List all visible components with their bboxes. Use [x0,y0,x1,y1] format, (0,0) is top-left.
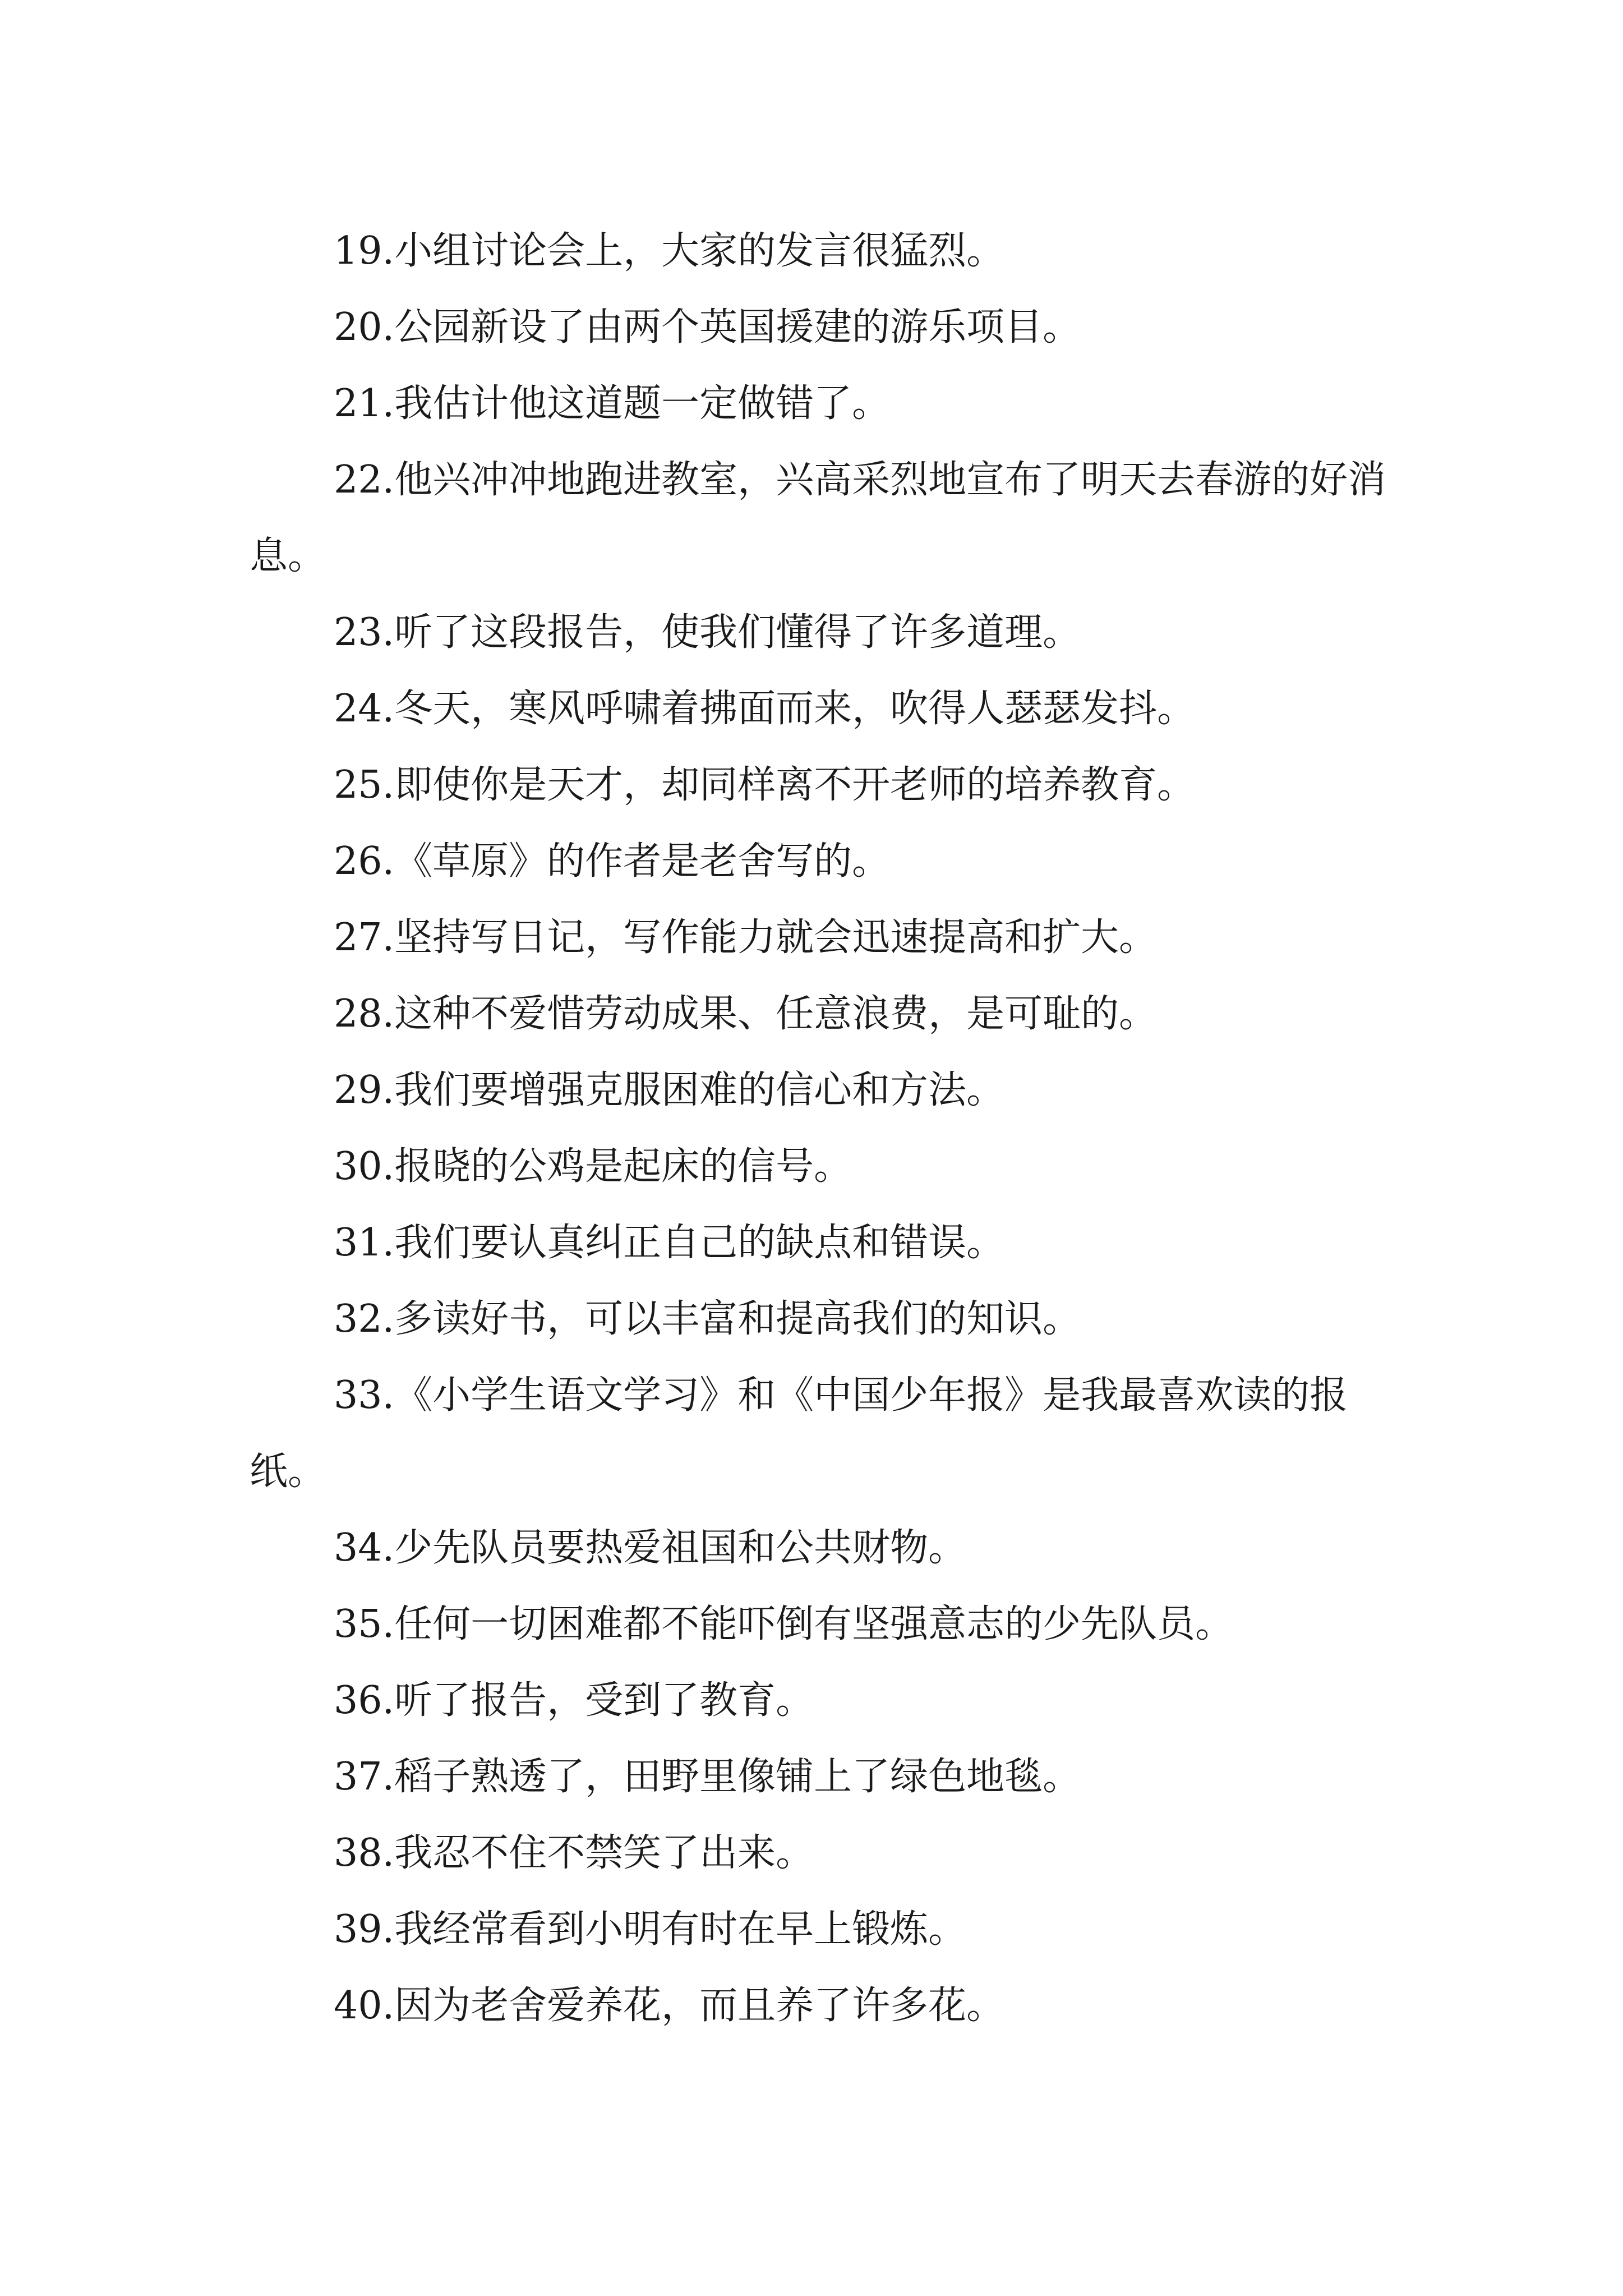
list-item: 36.听了报告，受到了教育。 [334,1678,814,1723]
list-item: 30.报晓的公鸡是起床的信号。 [334,1144,852,1189]
list-item: 19.小组讨论会上，大家的发言很猛烈。 [334,229,1005,273]
list-item: 22.他兴冲冲地跑进教室，兴高采烈地宣布了明天去春游的好消息。 [250,458,1386,578]
list-item: 26.《草原》的作者是老舍写的。 [334,839,891,884]
list-item: 34.少先队员要热爱祖国和公共财物。 [334,1526,967,1570]
list-item: 33.《小学生语文学习》和《中国少年报》是我最喜欢读的报纸。 [250,1373,1348,1494]
list-item: 37.稻子熟透了，田野里像铺上了绿色地毯。 [334,1755,1081,1799]
list-item: 31.我们要认真纠正自己的缺点和错误。 [334,1221,1005,1265]
list-item: 32.多读好书，可以丰富和提高我们的知识。 [334,1297,1081,1341]
list-item: 23.听了这段报告，使我们懂得了许多道理。 [334,610,1081,655]
sentence-list [250,213,1394,2044]
list-item: 25.即使你是天才，却同样离不开老师的培养教育。 [334,763,1196,807]
list-item: 24.冬天，寒风呼啸着拂面而来，吹得人瑟瑟发抖。 [334,687,1196,731]
list-item: 35.任何一切困难都不能吓倒有坚强意志的少先队员。 [334,1602,1234,1646]
list-item: 21.我估计他这道题一定做错了。 [334,381,891,426]
list-item: 39.我经常看到小明有时在早上锻炼。 [334,1907,967,1952]
list-item: 27.坚持写日记，写作能力就会迅速提高和扩大。 [334,915,1158,960]
list-item: 20.公园新设了由两个英国援建的游乐项目。 [334,305,1081,349]
list-item: 28.这种不爱惜劳动成果、任意浪费，是可耻的。 [334,992,1158,1036]
list-item: 29.我们要增强克服困难的信心和方法。 [334,1068,1005,1112]
list-item: 38.我忍不住不禁笑了出来。 [334,1831,814,1875]
list-item: 40.因为老舍爱养花，而且养了许多花。 [334,1984,1005,2028]
